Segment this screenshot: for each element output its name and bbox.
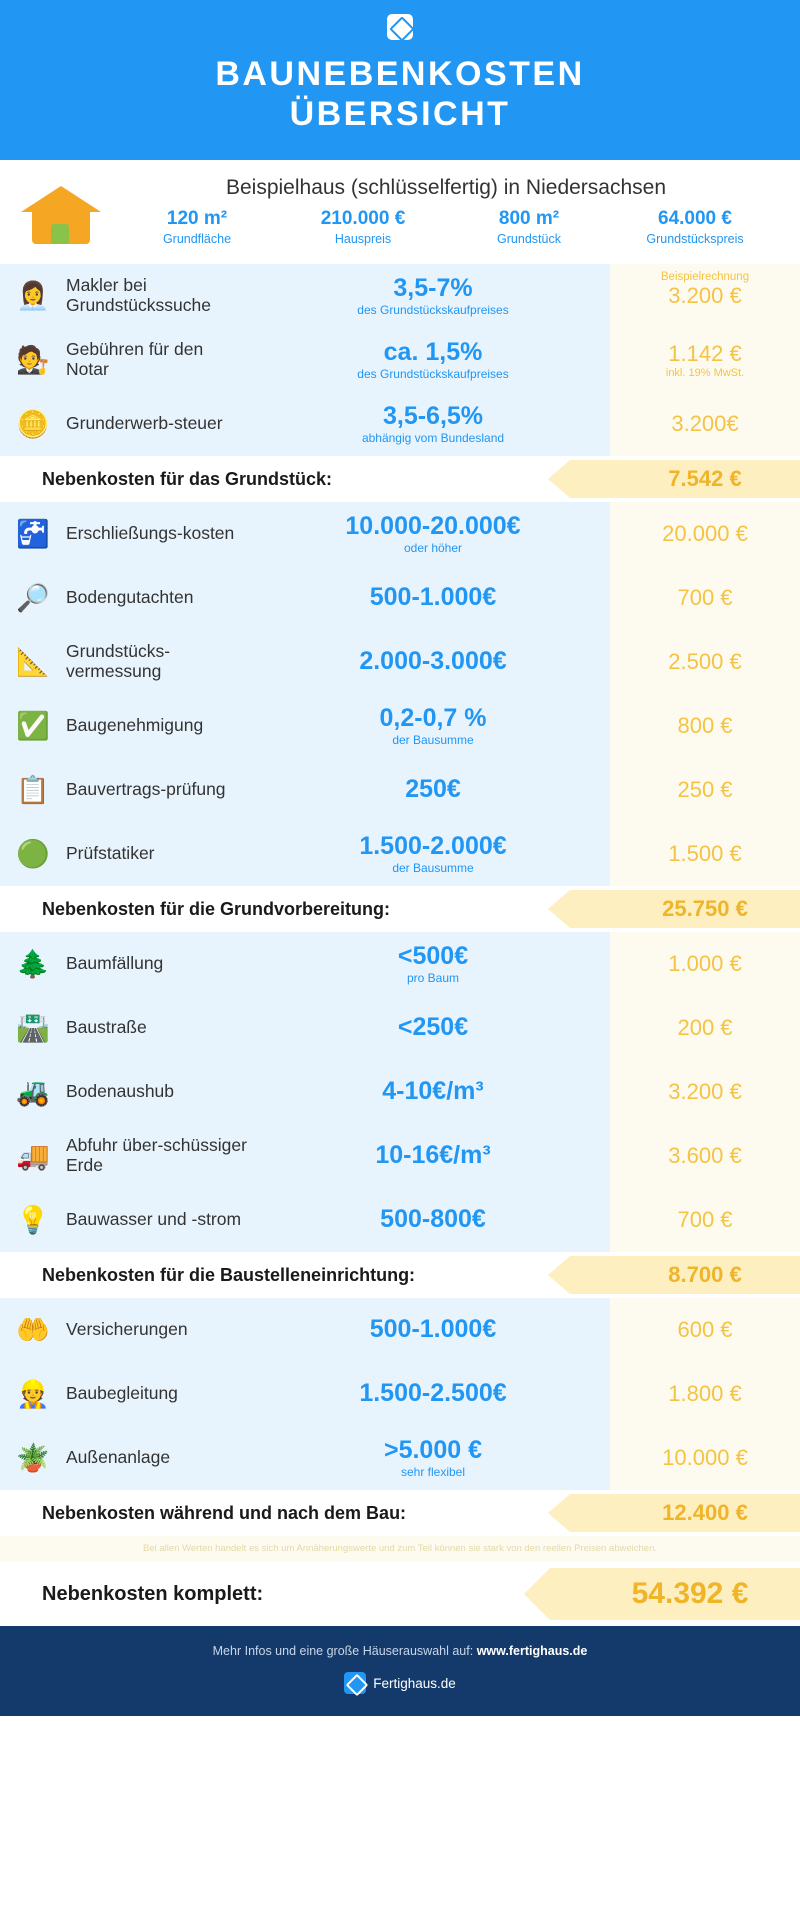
example-value: 250 € (677, 777, 733, 803)
road-icon: 🛣️ (16, 1012, 50, 1043)
grand-total-value: 54.392 € (631, 1577, 749, 1611)
section-rows (0, 502, 800, 886)
stamp-icon: 🟢 (16, 838, 50, 869)
row-value-sub: pro Baum (406, 971, 460, 986)
example-cell (610, 1298, 800, 1362)
subtotal-value: 8.700 € (668, 1262, 742, 1288)
row-value-main: 4-10€/m³ (382, 1076, 484, 1105)
row-value-main: <500€ (397, 941, 469, 970)
row-label: Abfuhr über-schüssiger Erde (66, 1135, 247, 1176)
example-value: 200 € (677, 1015, 733, 1041)
footer-brand[interactable] (0, 1672, 800, 1694)
table-row (0, 1362, 800, 1426)
row-value-sub: oder höher (403, 541, 463, 556)
table-row (0, 392, 800, 456)
row-value-main: 500-800€ (380, 1204, 486, 1233)
table-row (0, 1188, 800, 1252)
footer (0, 1626, 800, 1716)
row-label: Gebühren für den Notar (66, 339, 204, 380)
summary-panel (0, 160, 800, 264)
subtotal-value: 12.400 € (662, 1500, 748, 1526)
table-row (0, 694, 800, 758)
example-value: 3.200€ (671, 411, 739, 437)
row-value-main: 3,5-7% (393, 273, 473, 302)
summary-title: Beispielhaus (schlüsselfertig) in Niedersachsen (225, 176, 667, 200)
example-value: 800 € (677, 713, 733, 739)
row-value-sub: sehr flexibel (400, 1465, 466, 1480)
example-cell (610, 694, 800, 758)
cube-logo-icon (344, 1672, 366, 1694)
example-cell (610, 758, 800, 822)
table-row (0, 822, 800, 886)
example-cell (610, 1426, 800, 1490)
example-value: 3.200 € (668, 1079, 742, 1105)
realtor-icon: 👩‍💼 (16, 280, 50, 311)
row-label: Erschließungs-kosten (66, 523, 235, 544)
subtotal-label: Nebenkosten für die Baustelleneinrichtung: (42, 1264, 416, 1285)
truck-icon: 🚚 (16, 1140, 50, 1171)
example-cell (610, 822, 800, 886)
row-label: Baubegleitung (66, 1383, 178, 1404)
grand-total-label: Nebenkosten komplett: (42, 1582, 264, 1605)
table-row (0, 630, 800, 694)
example-cell (610, 392, 800, 456)
row-label: Bauvertrags-prüfung (66, 779, 226, 800)
example-cell (610, 502, 800, 566)
row-value-sub: der Bausumme (392, 861, 474, 876)
table-row (0, 328, 800, 392)
example-value: 700 € (677, 585, 733, 611)
stat-label: Hauspreis (334, 232, 392, 247)
section-grundvorbereitung (0, 502, 800, 932)
row-value-sub: abhängig vom Bundesland (361, 431, 505, 446)
example-cell (610, 328, 800, 392)
row-value-main: 10-16€/m³ (375, 1140, 491, 1169)
plant-icon: 🪴 (16, 1442, 50, 1473)
footer-text-prefix: Mehr Infos und eine große Häuserauswahl auf: (212, 1644, 477, 1659)
example-cell (610, 566, 800, 630)
row-label: Grundstücks-vermessung (66, 641, 171, 682)
check-circle-icon: ✅ (16, 710, 50, 741)
engineer-icon: 👷 (16, 1378, 50, 1409)
example-value: 1.500 € (668, 841, 742, 867)
tree-icon: 🌲 (16, 948, 50, 979)
subtotal-band (570, 1494, 800, 1532)
row-value-main: >5.000 € (383, 1435, 482, 1464)
subtotal-band (570, 890, 800, 928)
table-row (0, 996, 800, 1060)
section-waehrend-nach-bau (0, 1298, 800, 1536)
example-cell (610, 1188, 800, 1252)
stat-value: 210.000 € (320, 208, 406, 230)
grand-total-band (550, 1568, 800, 1620)
section-baustelleneinrichtung (0, 932, 800, 1298)
house-icon (18, 174, 104, 248)
footer-brand-name: Fertighaus.de (373, 1675, 456, 1691)
surveying-icon: 📐 (16, 646, 50, 677)
example-value: 700 € (677, 1207, 733, 1233)
section-rows (0, 932, 800, 1252)
footer-text (0, 1644, 800, 1658)
row-label: Bauwasser und -strom (66, 1209, 242, 1230)
subtotal-label: Nebenkosten für die Grundvorbereitung: (42, 898, 391, 919)
row-value-main: 0,2-0,7 % (379, 703, 487, 732)
cube-logo-icon (383, 14, 417, 48)
example-cell (610, 1124, 800, 1188)
insurance-hand-icon: 🤲 (16, 1314, 50, 1345)
example-value: 20.000 € (662, 521, 748, 547)
subtotal-label: Nebenkosten während und nach dem Bau: (42, 1502, 407, 1523)
example-column-header: Beispielrechnung (660, 271, 750, 284)
example-value: 3.600 € (668, 1143, 742, 1169)
row-value-main: 1.500-2.000€ (359, 831, 507, 860)
row-value-main: 250€ (405, 774, 461, 803)
subtotal-banner (0, 1490, 800, 1536)
subtotal-banner (0, 1252, 800, 1298)
example-cell (610, 630, 800, 694)
table-row (0, 502, 800, 566)
clipboard-icon: 📋 (16, 774, 50, 805)
page-title (0, 54, 800, 134)
row-label: Bodenaushub (66, 1081, 175, 1102)
header (0, 0, 800, 160)
row-value-sub: der Bausumme (392, 733, 474, 748)
row-label: Baugenehmigung (66, 715, 204, 736)
section-rows (0, 1298, 800, 1490)
row-label: Baumfällung (66, 953, 164, 974)
row-value-main: 500-1.000€ (369, 582, 497, 611)
stat-value: 120 m² (166, 208, 228, 230)
footer-url[interactable]: www.fertighaus.de (476, 1644, 588, 1659)
disclaimer: Bei allen Werten handelt es sich um Annäherungswerte und zum Teil können sie stark von den reellen Preisen abweichen. (0, 1536, 800, 1562)
example-value: 3.200 € (668, 283, 742, 309)
lightbulb-icon: 💡 (16, 1204, 50, 1235)
row-label: Prüfstatiker (66, 843, 155, 864)
row-value-sub: des Grundstückskaufpreises (357, 303, 509, 318)
coins-icon: 🪙 (16, 408, 50, 439)
row-value-main: <250€ (397, 1012, 469, 1041)
stat-value: 64.000 € (658, 208, 732, 230)
summary-stats (110, 208, 782, 246)
row-label: Makler bei Grundstückssuche (66, 275, 211, 316)
example-cell (610, 1060, 800, 1124)
section-grundstueck (0, 264, 800, 502)
example-value: 2.500 € (668, 649, 742, 675)
row-value-main: 3,5-6,5% (382, 401, 484, 430)
row-label: Grunderwerb-steuer (66, 413, 223, 434)
example-cell (610, 1362, 800, 1426)
example-value: 1.800 € (668, 1381, 742, 1407)
subtotal-label: Nebenkosten für das Grundstück: (42, 468, 333, 489)
subtotal-band (570, 1256, 800, 1294)
row-value-main: 2.000-3.000€ (359, 646, 507, 675)
faucet-icon: 🚰 (16, 518, 50, 549)
table-row (0, 1426, 800, 1490)
stat-grundstueck (446, 208, 612, 246)
row-label: Baustraße (66, 1017, 147, 1038)
subtotal-value: 7.542 € (668, 466, 742, 492)
row-value-main: ca. 1,5% (383, 337, 483, 366)
row-value-main: 500-1.000€ (369, 1314, 497, 1343)
row-value-sub: des Grundstückskaufpreises (357, 367, 509, 382)
row-label: Bodengutachten (66, 587, 194, 608)
stat-hauspreis (280, 208, 446, 246)
example-value: 600 € (677, 1317, 733, 1343)
page-title-line2: ÜBERSICHT (289, 95, 511, 134)
table-row (0, 1124, 800, 1188)
row-value-main: 10.000-20.000€ (345, 511, 521, 540)
table-row (0, 1298, 800, 1362)
row-label: Versicherungen (66, 1319, 188, 1340)
example-value: 10.000 € (662, 1445, 748, 1471)
example-cell (610, 996, 800, 1060)
example-cell (610, 932, 800, 996)
subtotal-banner (0, 886, 800, 932)
row-value-main: 1.500-2.500€ (359, 1378, 507, 1407)
table-row (0, 758, 800, 822)
example-value-sub: inkl. 19% MwSt. (665, 366, 745, 379)
grand-total-banner (0, 1562, 800, 1626)
section-rows (0, 264, 800, 456)
stat-grundstueckspreis (612, 208, 778, 246)
stat-label: Grundstückspreis (646, 232, 744, 247)
row-label: Außenanlage (66, 1447, 171, 1468)
example-value: 1.142 € inkl. 19% MwSt. (665, 340, 745, 379)
notary-icon: 🧑‍⚖️ (16, 344, 50, 375)
table-row (0, 566, 800, 630)
stat-value: 800 m² (498, 208, 560, 230)
table-row (0, 932, 800, 996)
magnifier-icon: 🔎 (16, 582, 50, 613)
stat-label: Grundstück (497, 232, 561, 247)
page-title-line1: BAUNEBENKOSTEN (215, 55, 585, 93)
subtotal-banner (0, 456, 800, 502)
excavator-icon: 🚜 (16, 1076, 50, 1107)
example-value: 1.000 € (668, 951, 742, 977)
subtotal-value: 25.750 € (662, 896, 748, 922)
table-row (0, 1060, 800, 1124)
stat-grundflaeche (114, 208, 280, 246)
subtotal-band (570, 460, 800, 498)
stat-label: Grundfläche (162, 232, 232, 247)
